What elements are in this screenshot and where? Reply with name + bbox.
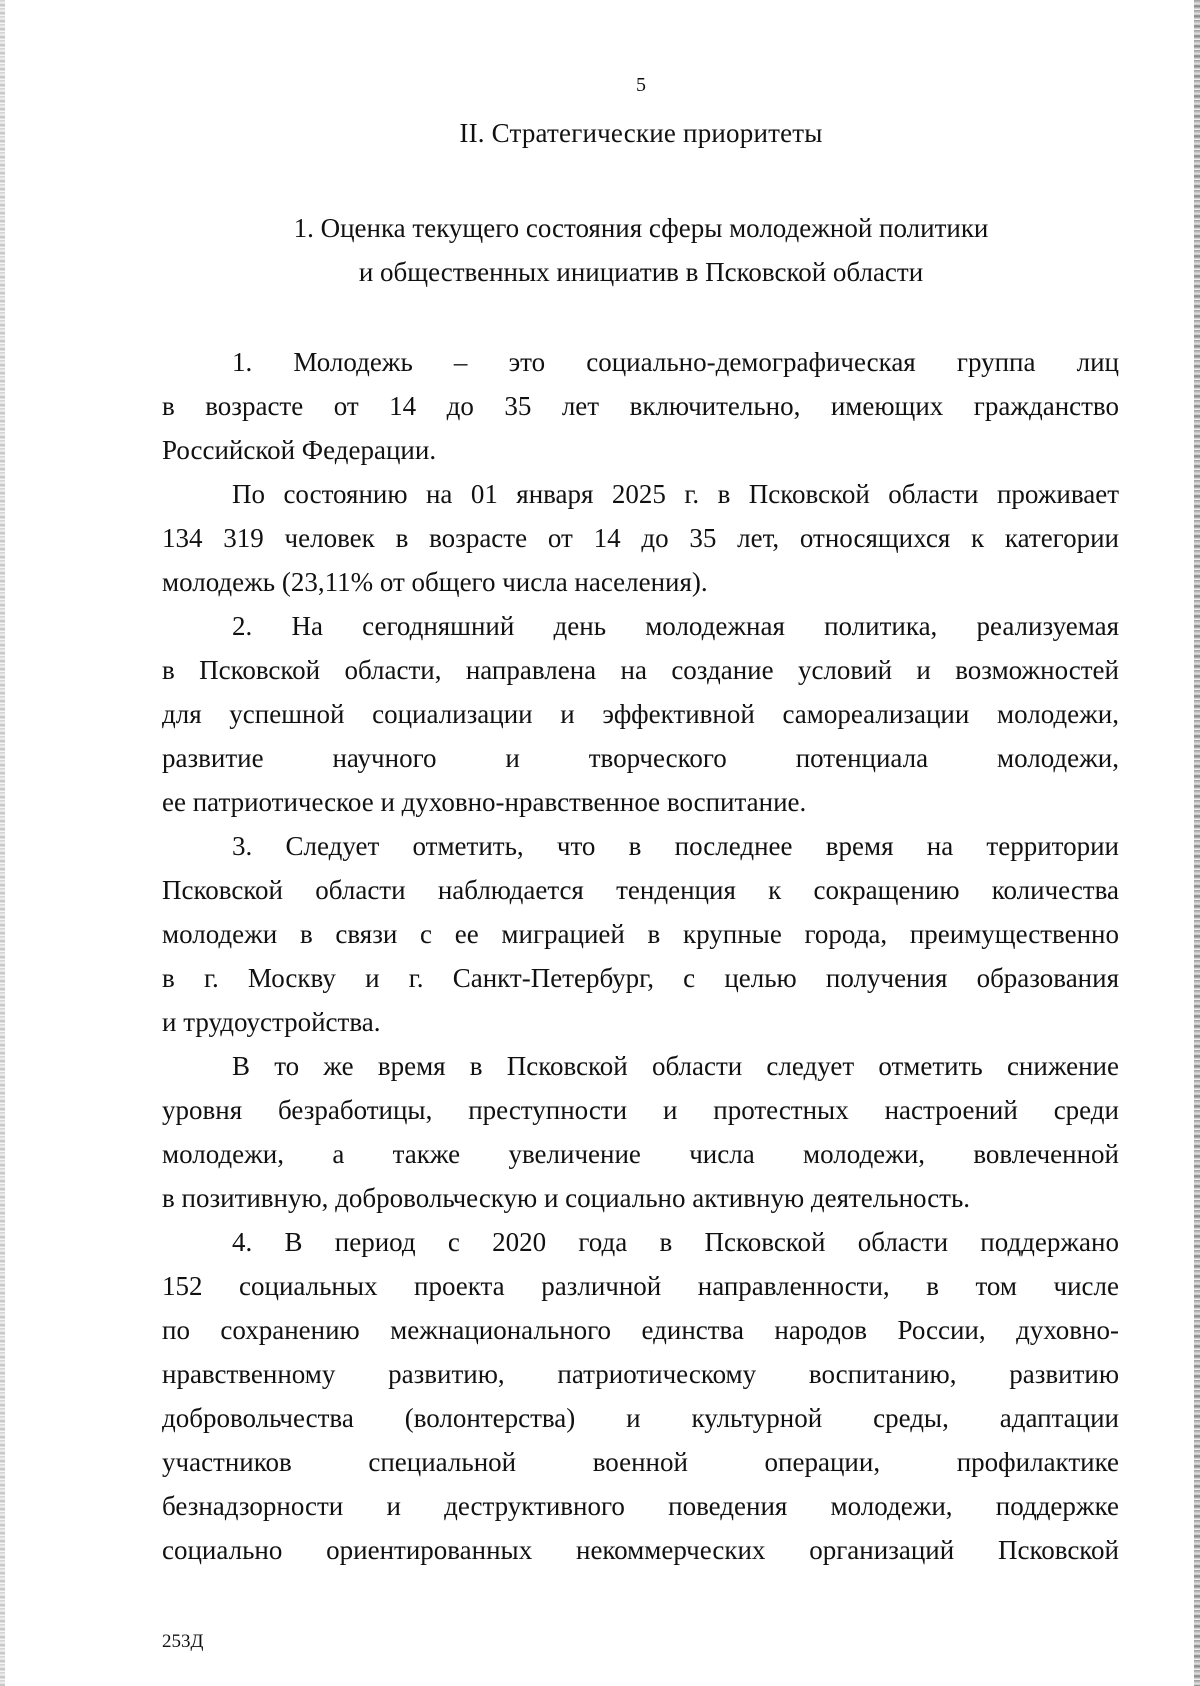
- document-code: 253Д: [162, 1631, 204, 1652]
- text-line: в позитивную, добровольческую и социально активную деятельность.: [162, 1183, 971, 1213]
- text-line: 4. В период с 2020 года в Псковской области поддержано: [232, 1227, 1119, 1257]
- text-line: молодежь (23,11% от общего числа населения).: [162, 567, 708, 597]
- text-line: безнадзорности и деструктивного поведения молодежи, поддержке: [162, 1491, 1119, 1521]
- text-line: в возрасте от 14 до 35 лет включительно, имеющих гражданство: [162, 391, 1119, 421]
- text-line: по сохранению межнационального единства народов России, духовно-: [162, 1315, 1119, 1345]
- text-line: 2. На сегодняшний день молодежная политика, реализуемая: [232, 611, 1119, 641]
- subsection-title-line: 1. Оценка текущего состояния сферы молодежной политики: [293, 213, 989, 243]
- text-line: ее патриотическое и духовно-нравственное воспитание.: [162, 787, 807, 817]
- subsection-title: [0, 206, 1200, 294]
- text-line: 3. Следует отметить, что в последнее время на территории: [232, 831, 1119, 861]
- page-number: 5: [636, 74, 646, 96]
- text-line: социально ориентированных некоммерческих организаций Псковской: [162, 1535, 1119, 1565]
- body-text: [162, 340, 1119, 1572]
- text-line: развитие научного и творческого потенциала молодежи,: [162, 743, 1119, 773]
- text-line: нравственному развитию, патриотическому воспитанию, развитию: [162, 1359, 1119, 1389]
- subsection-title-line: и общественных инициатив в Псковской области: [358, 257, 924, 287]
- text-line: в Псковской области, направлена на создание условий и возможностей: [162, 655, 1119, 685]
- text-line: 152 социальных проекта различной направленности, в том числе: [162, 1271, 1119, 1301]
- text-line: для успешной социализации и эффективной самореализации молодежи,: [162, 699, 1119, 729]
- text-line: Псковской области наблюдается тенденция к сокращению количества: [162, 875, 1119, 905]
- text-line: и трудоустройства.: [162, 1007, 381, 1037]
- text-line: молодежи, а также увеличение числа молодежи, вовлеченной: [162, 1139, 1119, 1169]
- text-line: 134 319 человек в возрасте от 14 до 35 лет, относящихся к категории: [162, 523, 1119, 553]
- text-line: молодежи в связи с ее миграцией в крупные города, преимущественно: [162, 919, 1119, 949]
- text-line: 1. Молодежь – это социально-демографическая группа лиц: [232, 347, 1119, 377]
- text-line: Российской Федерации.: [162, 435, 437, 465]
- text-line: уровня безработицы, преступности и протестных настроений среди: [162, 1095, 1119, 1125]
- text-line: В то же время в Псковской области следует отметить снижение: [232, 1051, 1119, 1081]
- text-line: участников специальной военной операции, профилактике: [162, 1447, 1119, 1477]
- section-title: II. Стратегические приоритеты: [459, 118, 823, 148]
- text-line: в г. Москву и г. Санкт-Петербург, с целью получения образования: [162, 963, 1119, 993]
- text-line: По состоянию на 01 января 2025 г. в Псковской области проживает: [232, 479, 1119, 509]
- text-line: добровольчества (волонтерства) и культурной среды, адаптации: [162, 1403, 1119, 1433]
